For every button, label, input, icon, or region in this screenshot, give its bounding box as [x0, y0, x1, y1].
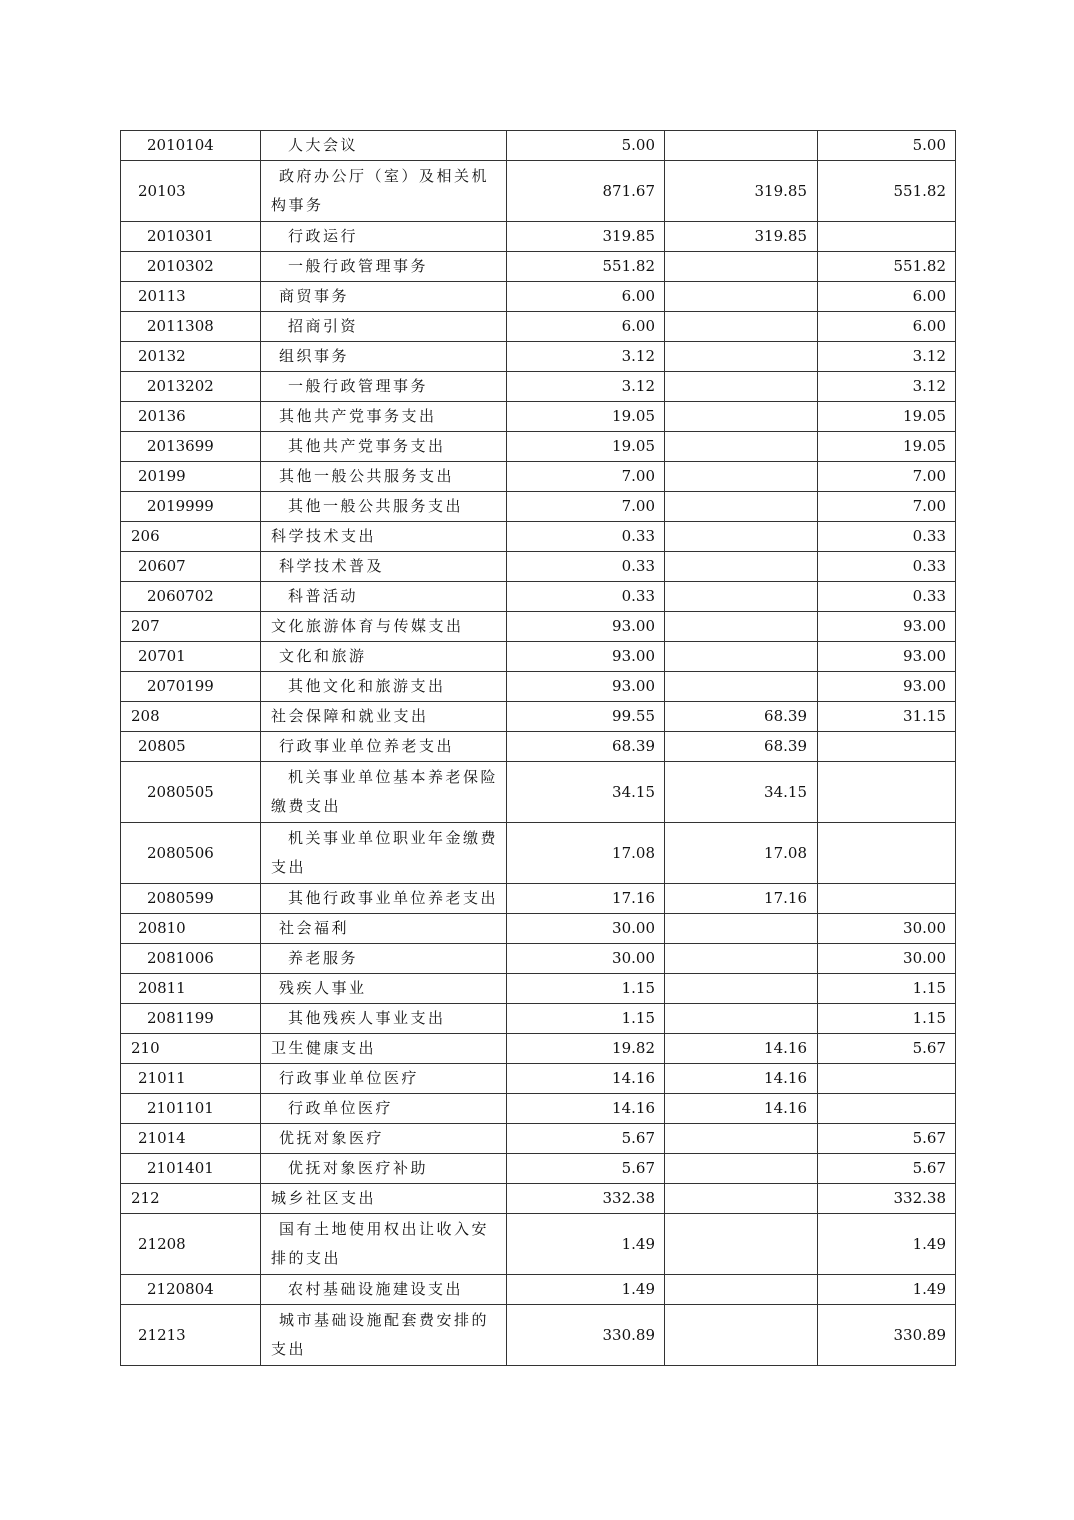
- table-row: [121, 402, 956, 432]
- project-expenditure-cell: [818, 884, 956, 914]
- subject-name-cell: 招商引资: [261, 312, 507, 342]
- subject-code-cell: 208: [121, 702, 261, 732]
- subject-code-cell: 2081006: [121, 944, 261, 974]
- subject-name-cell: 一般行政管理事务: [261, 252, 507, 282]
- basic-expenditure-cell: 17.16: [665, 884, 818, 914]
- total-amount-cell: 871.67: [507, 161, 665, 222]
- subject-code-cell: 20113: [121, 282, 261, 312]
- table-row: [121, 944, 956, 974]
- table-row: [121, 161, 956, 222]
- table-row: [121, 1214, 956, 1275]
- subject-name-cell: 其他残疾人事业支出: [261, 1004, 507, 1034]
- basic-expenditure-cell: [665, 252, 818, 282]
- table-row: [121, 612, 956, 642]
- subject-name-cell: 其他行政事业单位养老支出: [261, 884, 507, 914]
- total-amount-cell: 5.00: [507, 131, 665, 161]
- subject-code-cell: 2010301: [121, 222, 261, 252]
- total-amount-cell: 330.89: [507, 1305, 665, 1366]
- subject-code-cell: 20810: [121, 914, 261, 944]
- subject-code-cell: 21014: [121, 1124, 261, 1154]
- subject-name-cell: 机关事业单位基本养老保险缴费支出: [261, 762, 507, 823]
- basic-expenditure-cell: [665, 282, 818, 312]
- total-amount-cell: 93.00: [507, 612, 665, 642]
- subject-name-cell: 其他一般公共服务支出: [261, 492, 507, 522]
- subject-name-cell: 文化旅游体育与传媒支出: [261, 612, 507, 642]
- project-expenditure-cell: 31.15: [818, 702, 956, 732]
- project-expenditure-cell: [818, 762, 956, 823]
- basic-expenditure-cell: [665, 672, 818, 702]
- basic-expenditure-cell: 17.08: [665, 823, 818, 884]
- subject-name-cell: 政府办公厅（室）及相关机构事务: [261, 161, 507, 222]
- subject-name-cell: 其他共产党事务支出: [261, 432, 507, 462]
- total-amount-cell: 14.16: [507, 1094, 665, 1124]
- subject-code-cell: 20136: [121, 402, 261, 432]
- project-expenditure-cell: 93.00: [818, 672, 956, 702]
- project-expenditure-cell: [818, 222, 956, 252]
- project-expenditure-cell: 0.33: [818, 582, 956, 612]
- project-expenditure-cell: 5.67: [818, 1154, 956, 1184]
- subject-name-cell: 科普活动: [261, 582, 507, 612]
- table-row: [121, 1124, 956, 1154]
- table-row: [121, 312, 956, 342]
- project-expenditure-cell: 6.00: [818, 282, 956, 312]
- subject-name-cell: 行政事业单位养老支出: [261, 732, 507, 762]
- total-amount-cell: 332.38: [507, 1184, 665, 1214]
- table-row: [121, 372, 956, 402]
- subject-name-cell: 行政运行: [261, 222, 507, 252]
- table-row: [121, 552, 956, 582]
- project-expenditure-cell: 5.00: [818, 131, 956, 161]
- basic-expenditure-cell: [665, 914, 818, 944]
- project-expenditure-cell: 1.49: [818, 1275, 956, 1305]
- subject-name-cell: 文化和旅游: [261, 642, 507, 672]
- project-expenditure-cell: 7.00: [818, 462, 956, 492]
- table-row: [121, 672, 956, 702]
- project-expenditure-cell: [818, 1064, 956, 1094]
- basic-expenditure-cell: 14.16: [665, 1064, 818, 1094]
- subject-name-cell: 卫生健康支出: [261, 1034, 507, 1064]
- table-row: [121, 462, 956, 492]
- project-expenditure-cell: [818, 1094, 956, 1124]
- subject-code-cell: 2101101: [121, 1094, 261, 1124]
- basic-expenditure-cell: [665, 612, 818, 642]
- subject-code-cell: 2013202: [121, 372, 261, 402]
- subject-code-cell: 20132: [121, 342, 261, 372]
- total-amount-cell: 19.05: [507, 432, 665, 462]
- subject-name-cell: 优抚对象医疗补助: [261, 1154, 507, 1184]
- basic-expenditure-cell: [665, 974, 818, 1004]
- basic-expenditure-cell: 68.39: [665, 702, 818, 732]
- total-amount-cell: 5.67: [507, 1124, 665, 1154]
- project-expenditure-cell: [818, 823, 956, 884]
- total-amount-cell: 93.00: [507, 642, 665, 672]
- subject-code-cell: 2080505: [121, 762, 261, 823]
- budget-expenditure-table: [120, 130, 956, 1366]
- subject-name-cell: 社会保障和就业支出: [261, 702, 507, 732]
- subject-code-cell: 21011: [121, 1064, 261, 1094]
- table-row: [121, 492, 956, 522]
- project-expenditure-cell: 0.33: [818, 552, 956, 582]
- total-amount-cell: 1.15: [507, 974, 665, 1004]
- table-row: [121, 522, 956, 552]
- basic-expenditure-cell: [665, 642, 818, 672]
- project-expenditure-cell: 6.00: [818, 312, 956, 342]
- subject-name-cell: 城市基础设施配套费安排的支出: [261, 1305, 507, 1366]
- table-row: [121, 131, 956, 161]
- total-amount-cell: 6.00: [507, 312, 665, 342]
- total-amount-cell: 0.33: [507, 582, 665, 612]
- table-row: [121, 1275, 956, 1305]
- table-row: [121, 582, 956, 612]
- subject-code-cell: 207: [121, 612, 261, 642]
- project-expenditure-cell: 1.49: [818, 1214, 956, 1275]
- subject-name-cell: 社会福利: [261, 914, 507, 944]
- total-amount-cell: 19.05: [507, 402, 665, 432]
- total-amount-cell: 17.08: [507, 823, 665, 884]
- total-amount-cell: 7.00: [507, 492, 665, 522]
- total-amount-cell: 68.39: [507, 732, 665, 762]
- subject-name-cell: 科学技术普及: [261, 552, 507, 582]
- total-amount-cell: 93.00: [507, 672, 665, 702]
- basic-expenditure-cell: [665, 1154, 818, 1184]
- project-expenditure-cell: 93.00: [818, 612, 956, 642]
- subject-code-cell: 20811: [121, 974, 261, 1004]
- basic-expenditure-cell: [665, 492, 818, 522]
- project-expenditure-cell: 551.82: [818, 252, 956, 282]
- table-row: [121, 702, 956, 732]
- total-amount-cell: 1.49: [507, 1275, 665, 1305]
- subject-name-cell: 优抚对象医疗: [261, 1124, 507, 1154]
- project-expenditure-cell: 3.12: [818, 372, 956, 402]
- table-row: [121, 1064, 956, 1094]
- total-amount-cell: 0.33: [507, 522, 665, 552]
- subject-code-cell: 2101401: [121, 1154, 261, 1184]
- table-row: [121, 1184, 956, 1214]
- basic-expenditure-cell: [665, 1004, 818, 1034]
- basic-expenditure-cell: [665, 1214, 818, 1275]
- subject-name-cell: 行政事业单位医疗: [261, 1064, 507, 1094]
- project-expenditure-cell: 7.00: [818, 492, 956, 522]
- project-expenditure-cell: 93.00: [818, 642, 956, 672]
- table-row: [121, 914, 956, 944]
- total-amount-cell: 3.12: [507, 342, 665, 372]
- table-row: [121, 1004, 956, 1034]
- table-row: [121, 282, 956, 312]
- total-amount-cell: 19.82: [507, 1034, 665, 1064]
- subject-code-cell: 2060702: [121, 582, 261, 612]
- table-row: [121, 1154, 956, 1184]
- project-expenditure-cell: 3.12: [818, 342, 956, 372]
- subject-name-cell: 残疾人事业: [261, 974, 507, 1004]
- table-row: [121, 974, 956, 1004]
- total-amount-cell: 3.12: [507, 372, 665, 402]
- basic-expenditure-cell: 34.15: [665, 762, 818, 823]
- table-row: [121, 342, 956, 372]
- subject-name-cell: 其他共产党事务支出: [261, 402, 507, 432]
- basic-expenditure-cell: [665, 342, 818, 372]
- subject-name-cell: 机关事业单位职业年金缴费支出: [261, 823, 507, 884]
- subject-code-cell: 2011308: [121, 312, 261, 342]
- subject-code-cell: 2010104: [121, 131, 261, 161]
- total-amount-cell: 34.15: [507, 762, 665, 823]
- basic-expenditure-cell: [665, 462, 818, 492]
- table-row: [121, 823, 956, 884]
- basic-expenditure-cell: [665, 432, 818, 462]
- subject-code-cell: 212: [121, 1184, 261, 1214]
- total-amount-cell: 99.55: [507, 702, 665, 732]
- subject-code-cell: 21213: [121, 1305, 261, 1366]
- subject-name-cell: 组织事务: [261, 342, 507, 372]
- project-expenditure-cell: 332.38: [818, 1184, 956, 1214]
- subject-name-cell: 城乡社区支出: [261, 1184, 507, 1214]
- subject-code-cell: 20103: [121, 161, 261, 222]
- subject-name-cell: 国有土地使用权出让收入安排的支出: [261, 1214, 507, 1275]
- total-amount-cell: 14.16: [507, 1064, 665, 1094]
- subject-code-cell: 2120804: [121, 1275, 261, 1305]
- subject-code-cell: 20805: [121, 732, 261, 762]
- project-expenditure-cell: 1.15: [818, 974, 956, 1004]
- project-expenditure-cell: 5.67: [818, 1124, 956, 1154]
- total-amount-cell: 30.00: [507, 944, 665, 974]
- project-expenditure-cell: 0.33: [818, 522, 956, 552]
- basic-expenditure-cell: [665, 1305, 818, 1366]
- subject-name-cell: 商贸事务: [261, 282, 507, 312]
- total-amount-cell: 0.33: [507, 552, 665, 582]
- subject-code-cell: 2080506: [121, 823, 261, 884]
- project-expenditure-cell: 19.05: [818, 402, 956, 432]
- subject-code-cell: 20199: [121, 462, 261, 492]
- table-body: [121, 131, 956, 1366]
- subject-name-cell: 农村基础设施建设支出: [261, 1275, 507, 1305]
- subject-code-cell: 21208: [121, 1214, 261, 1275]
- subject-name-cell: 科学技术支出: [261, 522, 507, 552]
- table-row: [121, 222, 956, 252]
- project-expenditure-cell: 5.67: [818, 1034, 956, 1064]
- basic-expenditure-cell: [665, 402, 818, 432]
- basic-expenditure-cell: [665, 582, 818, 612]
- basic-expenditure-cell: [665, 944, 818, 974]
- table-row: [121, 642, 956, 672]
- subject-code-cell: 2070199: [121, 672, 261, 702]
- subject-name-cell: 其他文化和旅游支出: [261, 672, 507, 702]
- total-amount-cell: 6.00: [507, 282, 665, 312]
- basic-expenditure-cell: [665, 131, 818, 161]
- table-row: [121, 432, 956, 462]
- table-row: [121, 732, 956, 762]
- table-row: [121, 252, 956, 282]
- project-expenditure-cell: 30.00: [818, 944, 956, 974]
- subject-code-cell: 210: [121, 1034, 261, 1064]
- total-amount-cell: 1.49: [507, 1214, 665, 1275]
- subject-name-cell: 一般行政管理事务: [261, 372, 507, 402]
- subject-code-cell: 2013699: [121, 432, 261, 462]
- project-expenditure-cell: [818, 732, 956, 762]
- subject-name-cell: 人大会议: [261, 131, 507, 161]
- table-row: [121, 1034, 956, 1064]
- table-row: [121, 1094, 956, 1124]
- subject-code-cell: 2080599: [121, 884, 261, 914]
- subject-name-cell: 行政单位医疗: [261, 1094, 507, 1124]
- total-amount-cell: 5.67: [507, 1154, 665, 1184]
- basic-expenditure-cell: 319.85: [665, 161, 818, 222]
- total-amount-cell: 319.85: [507, 222, 665, 252]
- basic-expenditure-cell: [665, 372, 818, 402]
- subject-code-cell: 2081199: [121, 1004, 261, 1034]
- project-expenditure-cell: 551.82: [818, 161, 956, 222]
- table-row: [121, 1305, 956, 1366]
- total-amount-cell: 1.15: [507, 1004, 665, 1034]
- total-amount-cell: 17.16: [507, 884, 665, 914]
- subject-code-cell: 2010302: [121, 252, 261, 282]
- project-expenditure-cell: 1.15: [818, 1004, 956, 1034]
- basic-expenditure-cell: [665, 552, 818, 582]
- subject-code-cell: 206: [121, 522, 261, 552]
- subject-name-cell: 其他一般公共服务支出: [261, 462, 507, 492]
- subject-code-cell: 20607: [121, 552, 261, 582]
- basic-expenditure-cell: 68.39: [665, 732, 818, 762]
- project-expenditure-cell: 30.00: [818, 914, 956, 944]
- table-row: [121, 884, 956, 914]
- basic-expenditure-cell: [665, 1124, 818, 1154]
- total-amount-cell: 7.00: [507, 462, 665, 492]
- project-expenditure-cell: 19.05: [818, 432, 956, 462]
- subject-code-cell: 2019999: [121, 492, 261, 522]
- total-amount-cell: 551.82: [507, 252, 665, 282]
- total-amount-cell: 30.00: [507, 914, 665, 944]
- table-row: [121, 762, 956, 823]
- basic-expenditure-cell: 14.16: [665, 1094, 818, 1124]
- basic-expenditure-cell: [665, 522, 818, 552]
- project-expenditure-cell: 330.89: [818, 1305, 956, 1366]
- basic-expenditure-cell: 319.85: [665, 222, 818, 252]
- basic-expenditure-cell: [665, 312, 818, 342]
- basic-expenditure-cell: [665, 1184, 818, 1214]
- subject-code-cell: 20701: [121, 642, 261, 672]
- basic-expenditure-cell: 14.16: [665, 1034, 818, 1064]
- basic-expenditure-cell: [665, 1275, 818, 1305]
- subject-name-cell: 养老服务: [261, 944, 507, 974]
